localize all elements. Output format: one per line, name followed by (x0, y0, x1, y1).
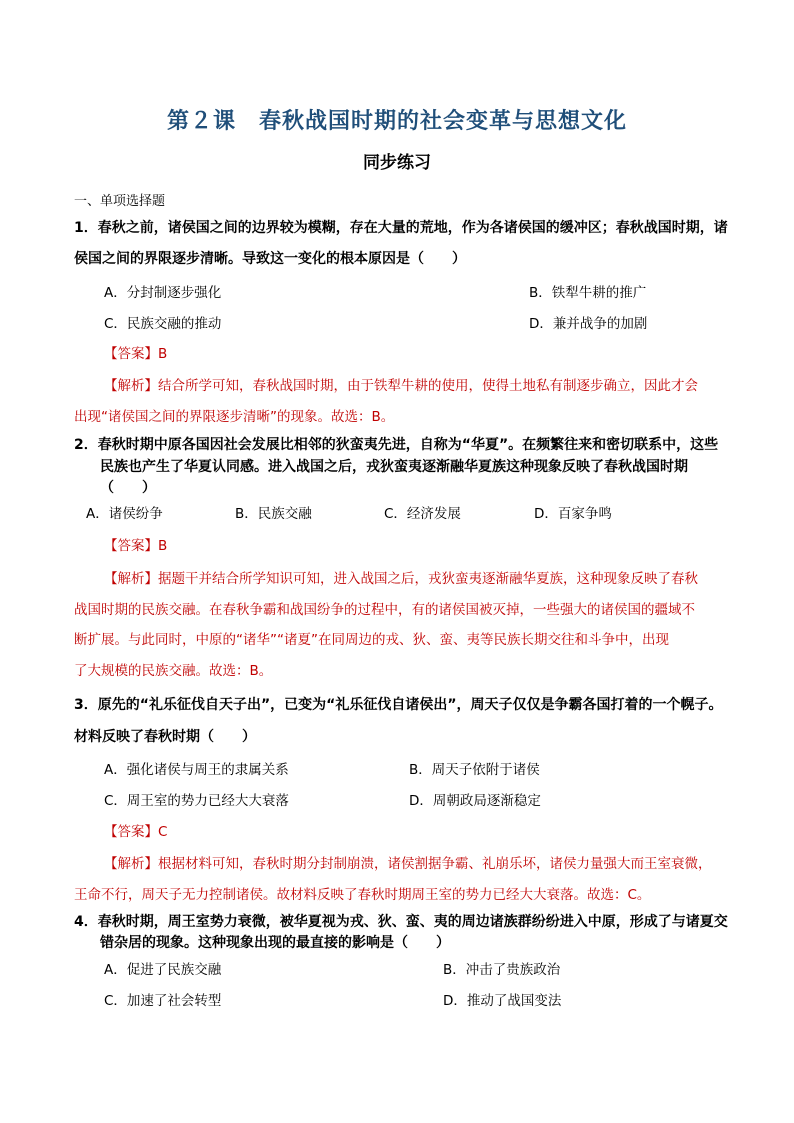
q2-answer-value: B (158, 538, 168, 554)
q4-stem-line2: 错杂居的现象。这种现象出现的最直接的影响是（ ） (100, 935, 450, 951)
q2-stem-line1: 2．春秋时期中原各国因社会发展比相邻的狄蛮夷先进，自称为“华夏”。在频繁往来和密切联系中，这些 (74, 437, 719, 453)
q3-explanation-text1: 根据材料可知，春秋时期分封制崩溃，诸侯割据争霸、礼崩乐坏，诸侯力量强大而王室衰微， (158, 856, 712, 872)
q1-explanation-text1: 结合所学可知，春秋战国时期，由于铁犁牛耕的使用，使得土地私有制逐步确立，因此才会 (158, 378, 698, 394)
q3-stem-line1: 3．原先的“礼乐征伐自天子出”，已变为“礼乐征伐自诸侯出”，周天子仅仅是争霸各国打着的一个幌子。 (74, 697, 723, 713)
q3-answer-value: C (158, 824, 168, 840)
q2-explanation-line1 (104, 569, 698, 589)
q3-answer (104, 822, 167, 842)
q3-option-d: D．周朝政局逐渐稳定 (409, 793, 541, 809)
answer-tag: 【答案】 (104, 538, 158, 554)
q3-explanation-line2: 王命不行，周天子无力控制诸侯。故材料反映了春秋时期周王室的势力已经大大衰落。故选：C。 (74, 887, 651, 903)
q2-option-c: C．经济发展 (384, 506, 461, 522)
q4-option-d: D．推动了战国变法 (443, 993, 562, 1009)
page-title: 第２课 春秋战国时期的社会变革与思想文化 (166, 109, 627, 134)
q4-option-b: B．冲击了贵族政治 (443, 962, 561, 978)
q1-explanation-line2: 出现“诸侯国之间的界限逐步清晰”的现象。故选：B。 (74, 409, 395, 425)
q2-explanation-text1: 据题干并结合所学知识可知，进入战国之后，戎狄蛮夷逐渐融华夏族，这种现象反映了春秋 (158, 571, 698, 587)
q2-option-b: B．民族交融 (235, 506, 312, 522)
q1-answer (104, 344, 167, 364)
explain-tag: 【解析】 (104, 571, 158, 587)
q1-explanation-line1 (104, 376, 698, 396)
q4-stem-line1: 4．春秋时期，周王室势力衰微，被华夏视为戎、狄、蛮、夷的周边诸族群纷纷进入中原，形成了与诸夏交 (74, 914, 728, 930)
q2-explanation-line3: 断扩展。与此同时，中原的“诸华”“诸夏”在同周边的戎、狄、蛮、夷等民族长期交往和斗争中，出现 (74, 632, 669, 648)
q1-stem-line2: 侯国之间的界限逐步清晰。导致这一变化的根本原因是（ ） (74, 251, 466, 267)
q2-stem-line3: （ ） (100, 480, 156, 496)
q1-option-a: A．分封制逐步强化 (104, 285, 222, 301)
q3-option-b: B．周天子依附于诸侯 (409, 762, 540, 778)
q4-option-c: C．加速了社会转型 (104, 993, 222, 1009)
q3-option-c: C．周王室的势力已经大大衰落 (104, 793, 289, 809)
explain-tag: 【解析】 (104, 856, 158, 872)
q2-explanation-line2: 战国时期的民族交融。在春秋争霸和战国纷争的过程中，有的诸侯国被灭掉，一些强大的诸侯国的疆域不 (74, 602, 695, 618)
q1-answer-value: B (158, 346, 168, 362)
q2-option-a: A．诸侯纷争 (86, 506, 163, 522)
q3-explanation-line1 (104, 854, 712, 874)
q2-explanation-line4: 了大规模的民族交融。故选：B。 (74, 663, 273, 679)
page-subtitle: 同步练习 (363, 153, 431, 173)
answer-tag: 【答案】 (104, 346, 158, 362)
q3-option-a: A．强化诸侯与周王的隶属关系 (104, 762, 289, 778)
q1-option-b: B．铁犁牛耕的推广 (529, 285, 647, 301)
explain-tag: 【解析】 (104, 378, 158, 394)
q2-option-d: D．百家争鸣 (534, 506, 612, 522)
q2-answer (104, 536, 167, 556)
q1-option-d: D．兼并战争的加剧 (529, 316, 648, 332)
q3-stem-line2: 材料反映了春秋时期（ ） (74, 729, 256, 745)
q1-option-c: C．民族交融的推动 (104, 316, 222, 332)
q2-stem-line2: 民族也产生了华夏认同感。进入战国之后，戎狄蛮夷逐渐融华夏族这种现象反映了春秋战国时期 (100, 459, 688, 475)
q4-option-a: A．促进了民族交融 (104, 962, 222, 978)
q1-stem-line1: 1．春秋之前，诸侯国之间的边界较为模糊，存在大量的荒地，作为各诸侯国的缓冲区；春秋战国时期，诸 (74, 220, 728, 236)
section-heading: 一、单项选择题 (74, 194, 166, 209)
answer-tag: 【答案】 (104, 824, 158, 840)
